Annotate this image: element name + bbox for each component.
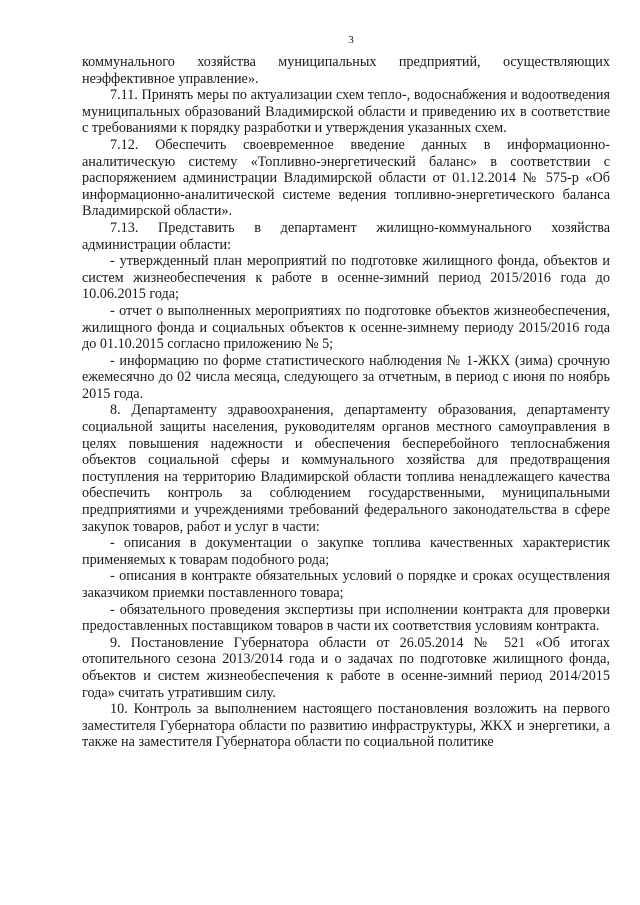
paragraph-8: 8. Департаменту здравоохранения, департаменту образования, департаменту социальной защиты населения, руководителям органов местного самоуправления в целях повышения надежности и обеспечения бесперебойного теплоснабжения объектов социальной сферы и коммунального хозяйства для предотвращения поступления на территорию Владимирской области топлива ненадлежащего качества обеспечить контроль за соблюдением государственными, муниципальными предприятиями и учреждениями требований федерального законодательства в сфере закупок товаров, работ и услуг в части: [82,402,610,535]
paragraph-13: 10. Контроль за выполнением настоящего постановления возложить на первого заместителя Губернатора области по развитию инфраструктуры, ЖКХ и энергетики, а также на заместителя Губернатора области по социальной политике [82,701,610,751]
paragraph-1: коммунального хозяйства муниципальных предприятий, осуществляющих неэффективное управление». [82,54,610,87]
paragraph-3: 7.12. Обеспечить своевременное введение данных в информационно-аналитическую систему «Топливно-энергетический баланс» в соответствии с распоряжением администрации Владимирской области от 01.12.2014 № 575-р «Об информационно-аналитической системе ведения топливно-энергетического баланса Владимирской области». [82,136,610,220]
paragraph-5: - утвержденный план мероприятий по подготовке жилищного фонда, объектов и систем жизнеобеспечения к работе в осенне-зимний период 2015/2016 года до 10.06.2015 года; [82,253,610,303]
paragraph-6: - отчет о выполненных мероприятиях по подготовке объектов жизнеобеспечения, жилищного фонда и социальных объектов к осенне-зимнему периоду 2015/2016 года до 01.10.2015 согласно приложению № 5; [82,302,610,353]
paragraph-7: - информацию по форме статистического наблюдения № 1-ЖКХ (зима) срочную ежемесячно до 02 числа месяца, следующего за отчетным, в период с июня по ноябрь 2015 года. [82,352,610,402]
paragraph-4: 7.13. Представить в департамент жилищно-коммунального хозяйства администрации области: [82,219,610,253]
paragraph-2: 7.11. Принять меры по актуализации схем тепло-, водоснабжения и водоотведения муниципальных образований Владимирской области и приведению их в соответствие с требованиями к порядку разработки и утверждения указанных схем. [82,87,610,137]
paragraph-9: - описания в документации о закупке топлива качественных характеристик применяемых к товарам подобного рода; [82,535,610,568]
paragraph-10: - описания в контракте обязательных условий о порядке и сроках осуществления заказчиком приемки поставленного товара; [82,568,610,601]
document-body [82,54,610,751]
paragraph-11: - обязательного проведения экспертизы при исполнении контракта для проверки предоставленных поставщиком товаров в части их соответствия условиям контракта. [82,601,610,635]
paragraph-12: 9. Постановление Губернатора области от 26.05.2014 № 521 «Об итогах отопительного сезона 2013/2014 года и о задачах по подготовке жилищного фонда, объектов и систем жизнеобеспечения к работе в осенне-зимний период 2014/2015 года» считать утратившим силу. [82,634,610,701]
page-number: 3 [348,34,354,46]
